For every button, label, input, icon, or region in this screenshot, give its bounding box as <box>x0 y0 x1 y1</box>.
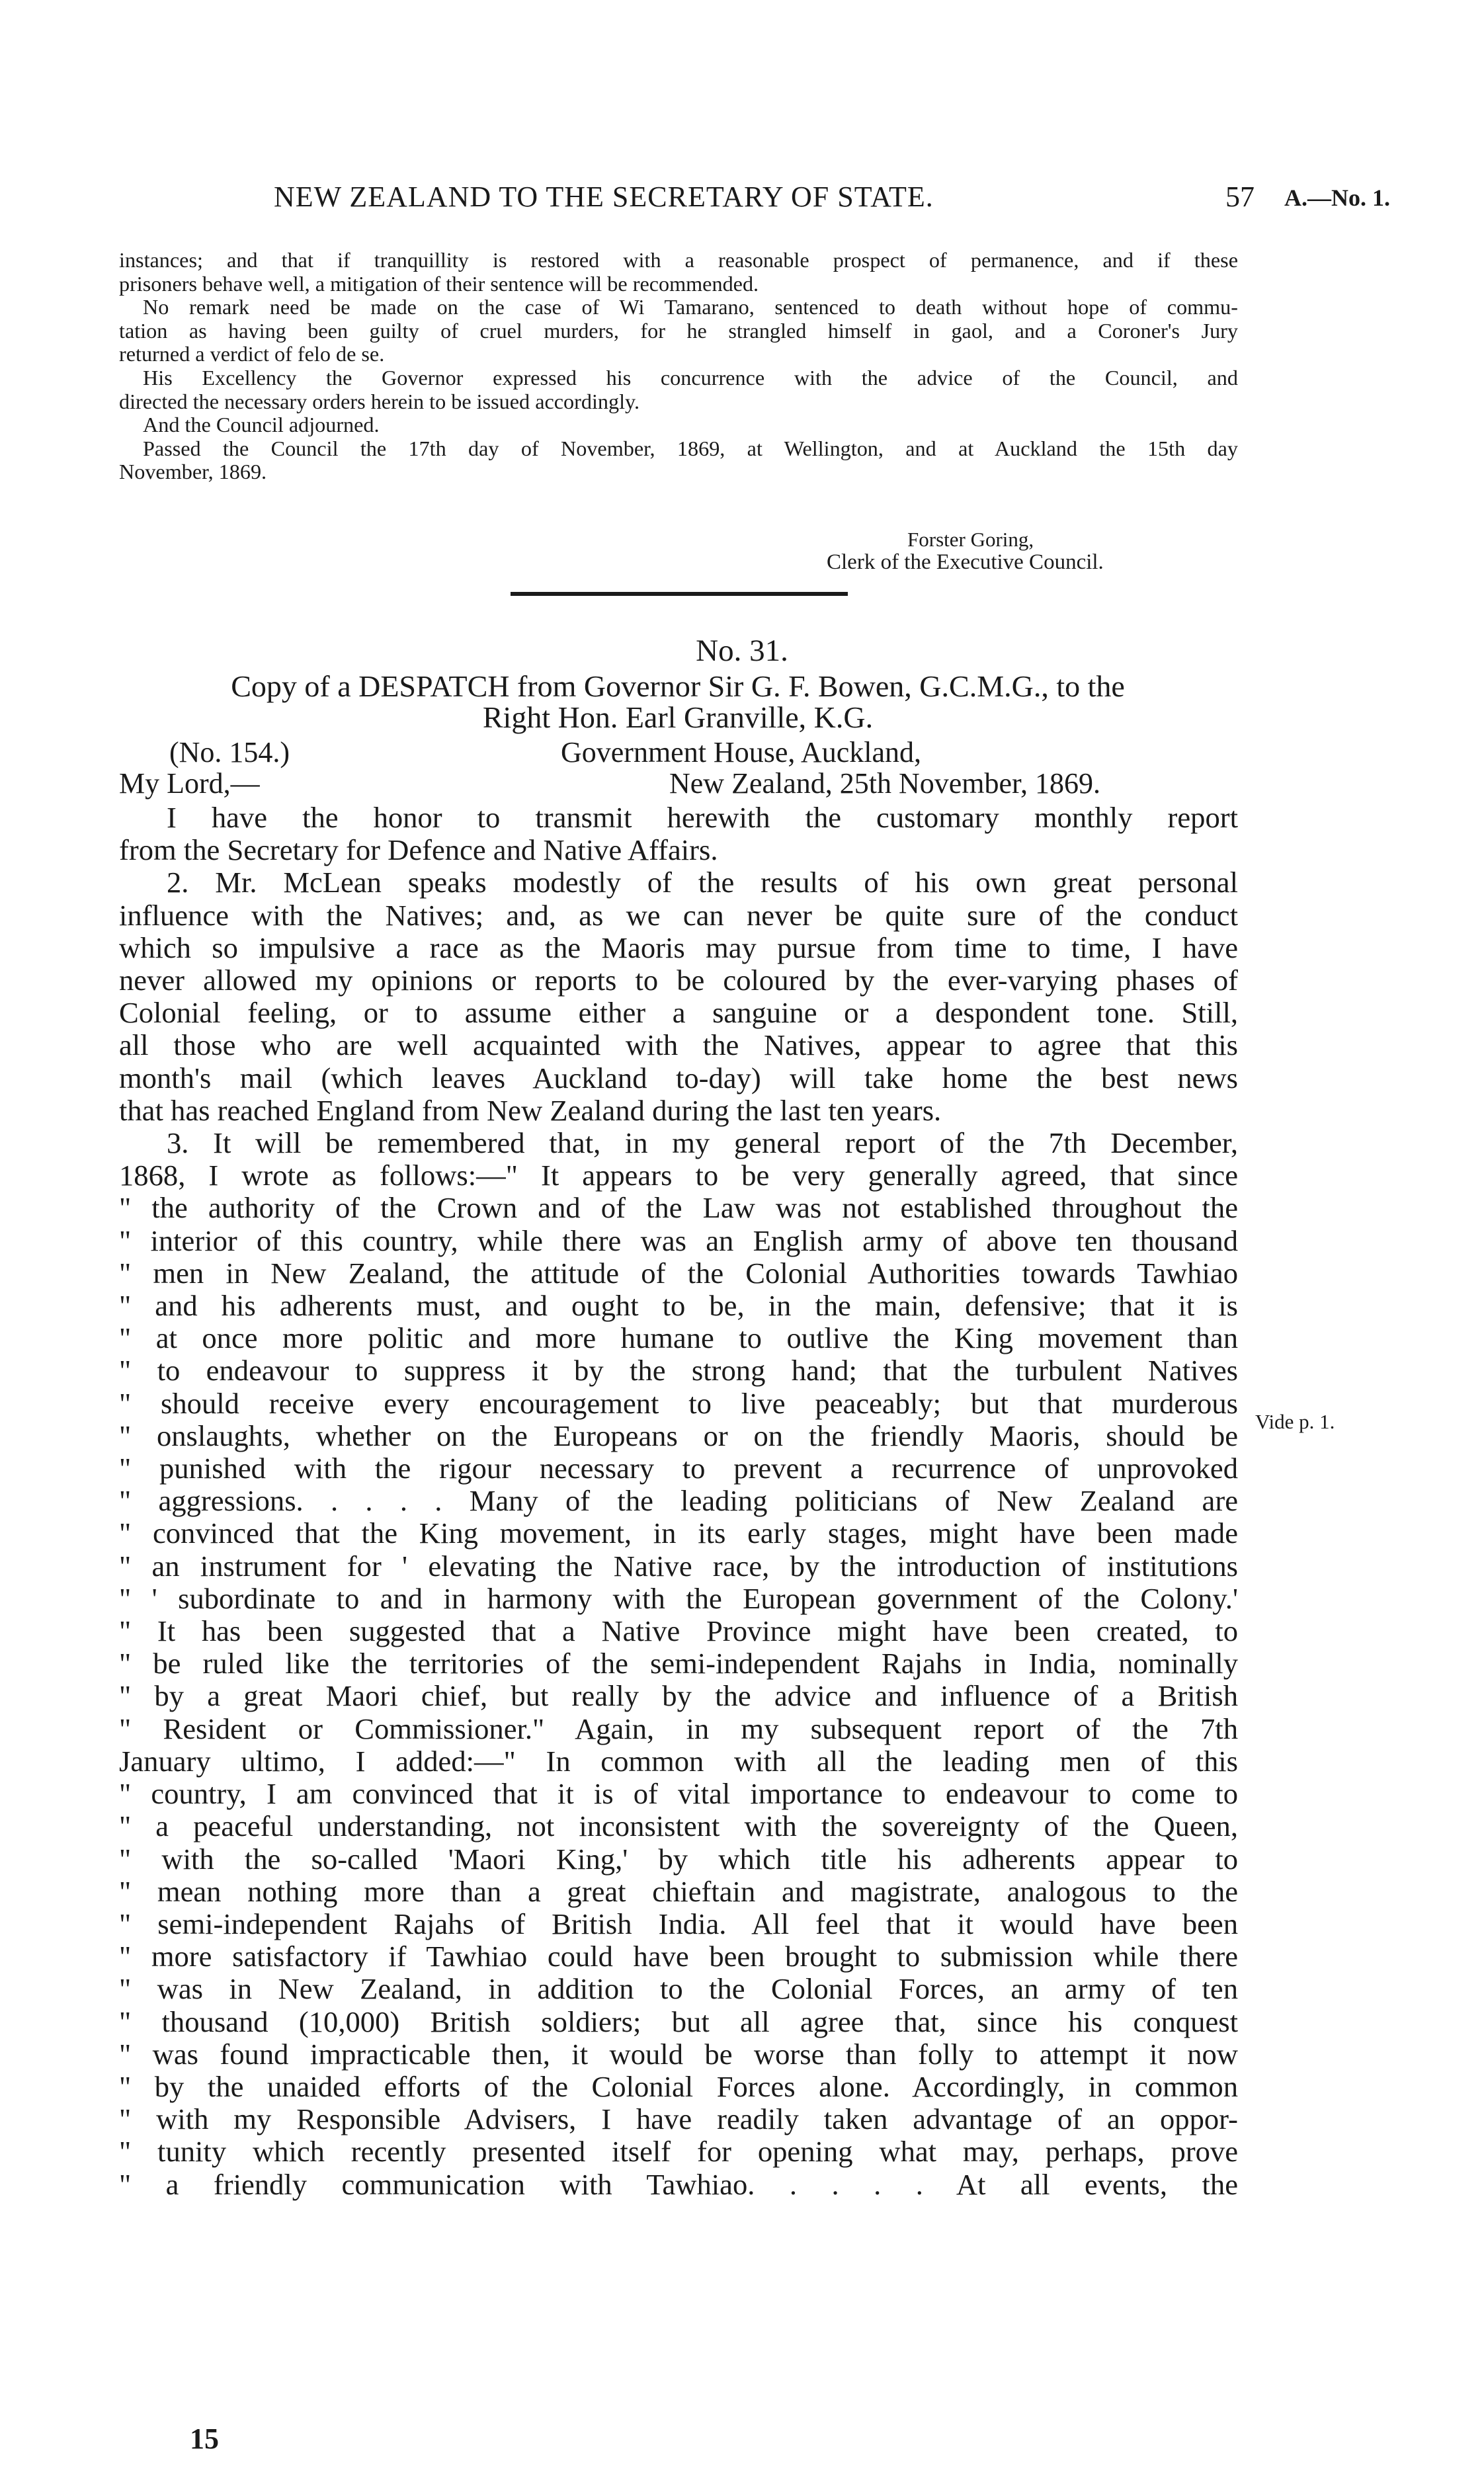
body-line: " to endeavour to suppress it by the strong hand; that the turbulent Natives <box>119 1354 1238 1387</box>
council-minutes <box>119 249 1238 484</box>
minutes-line: November, 1869. <box>119 460 267 484</box>
body-line: all those who are well acquainted with the Natives, appear to agree that this <box>119 1028 1238 1062</box>
salutation: My Lord,— <box>119 767 260 800</box>
body-line: " mean nothing more than a great chieftain and magistrate, analogous to the <box>119 1874 1238 1908</box>
body-line: " was found impracticable then, it would be worse than folly to attempt it now <box>119 2037 1238 2071</box>
despatch-body <box>119 802 1238 2201</box>
minutes-line: No remark need be made on the case of Wi Tamarano, sentenced to death without hope of commu- <box>143 295 1238 319</box>
body-line: 2. Mr. McLean speaks modestly of the results of his own great personal <box>167 866 1238 899</box>
body-line: never allowed my opinions or reports to be coloured by the ever-varying phases of <box>119 964 1238 997</box>
minutes-line: instances; and that if tranquillity is restored with a reasonable prospect of permanence, and if these <box>119 248 1238 272</box>
clerk-title: Clerk of the Executive Council. <box>827 550 1104 574</box>
body-line: " convinced that the King movement, in its early stages, might have been made <box>119 1516 1238 1550</box>
minutes-line: tation as having been guilty of cruel murders, for he strangled himself in gaol, and a Coroner's Jury <box>119 318 1238 343</box>
body-line: 3. It will be remembered that, in my general report of the 7th December, <box>167 1126 1238 1160</box>
body-line: Colonial feeling, or to assume either a sanguine or a despondent tone. Still, <box>119 996 1238 1030</box>
body-line: " aggressions. . . . . Many of the leading politicians of New Zealand are <box>119 1484 1238 1518</box>
body-line: " a peaceful understanding, not inconsistent with the sovereignty of the Queen, <box>119 1809 1238 1843</box>
printer-signature-mark: 15 <box>190 2422 219 2455</box>
body-line: " It has been suggested that a Native Province might have been created, to <box>119 1614 1238 1648</box>
running-head: NEW ZEALAND TO THE SECRETARY OF STATE. <box>274 181 934 213</box>
body-line: " the authority of the Crown and of the Law was not established throughout the <box>119 1191 1238 1225</box>
despatch-reference: (No. 154.) <box>169 736 290 768</box>
body-line: " should receive every encouragement to live peaceably; but that murderous <box>119 1386 1238 1420</box>
body-line: " punished with the rigour necessary to prevent a recurrence of unprovoked <box>119 1452 1238 1485</box>
body-line: 1868, I wrote as follows:—" It appears to be very generally agreed, that since <box>119 1159 1238 1192</box>
minutes-line: directed the necessary orders herein to be issued accordingly. <box>119 389 640 413</box>
body-line: " interior of this country, while there was an English army of above ten thousand <box>119 1223 1238 1257</box>
body-line: " tunity which recently presented itself for opening what may, perhaps, prove <box>119 2135 1238 2169</box>
section-divider <box>511 592 848 596</box>
body-line: " an instrument for ' elevating the Native race, by the introduction of institutions <box>119 1549 1238 1583</box>
body-line: " a friendly communication with Tawhiao. . . . . At all events, the <box>119 2167 1238 2201</box>
body-line: January ultimo, I added:—" In common with all the leading men of this <box>119 1744 1238 1778</box>
despatch-place: Government House, Auckland, <box>561 736 921 768</box>
despatch-title: Copy of a DESPATCH from Governor Sir G. F. Bowen, G.C.M.G., to the <box>231 669 1125 703</box>
body-line: " more satisfactory if Tawhiao could have been brought to submission while there <box>119 1940 1238 1973</box>
clerk-signature: Forster Goring, <box>907 528 1034 551</box>
body-line: month's mail (which leaves Auckland to-day) will take home the best news <box>119 1061 1238 1095</box>
minutes-line: Passed the Council the 17th day of November, 1869, at Wellington, and at Auckland the 15th day <box>143 436 1238 460</box>
body-line: " thousand (10,000) British soldiers; but all agree that, since his conquest <box>119 2005 1238 2038</box>
body-line: " with my Responsible Advisers, I have readily taken advantage of an oppor- <box>119 2102 1238 2136</box>
despatch-number: No. 31. <box>696 634 788 668</box>
body-line: " men in New Zealand, the attitude of the Colonial Authorities towards Tawhiao <box>119 1256 1238 1290</box>
body-line: " semi-independent Rajahs of British India. All feel that it would have been <box>119 1907 1238 1940</box>
minutes-line: prisoners behave well, a mitigation of their sentence will be recommended. <box>119 271 759 296</box>
minutes-line: returned a verdict of felo de se. <box>119 342 385 366</box>
despatch-title-recipient: Right Hon. Earl Granville, K.G. <box>482 700 874 734</box>
body-line: " at once more politic and more humane to outlive the King movement than <box>119 1321 1238 1355</box>
body-line: which so impulsive a race as the Maoris may pursue from time to time, I have <box>119 931 1238 964</box>
body-line: " country, I am convinced that it is of vital importance to endeavour to come to <box>119 1777 1238 1811</box>
body-line: " ' subordinate to and in harmony with the European government of the Colony.' <box>119 1581 1238 1615</box>
body-line: I have the honor to transmit herewith the customary monthly report <box>167 801 1238 834</box>
body-line: influence with the Natives; and, as we can never be quite sure of the conduct <box>119 898 1238 932</box>
body-line: " and his adherents must, and ought to be, in the main, defensive; that it is <box>119 1289 1238 1323</box>
body-line: " by the unaided efforts of the Colonial Forces alone. Accordingly, in common <box>119 2069 1238 2103</box>
body-line: " by a great Maori chief, but really by the advice and influence of a British <box>119 1679 1238 1713</box>
paper-reference: A.—No. 1. <box>1284 185 1390 211</box>
minutes-line: His Excellency the Governor expressed his concurrence with the advice of the Council, and <box>143 365 1238 390</box>
body-line: " be ruled like the territories of the semi-independent Rajahs in India, nominally <box>119 1647 1238 1680</box>
margin-note: Vide p. 1. <box>1255 1410 1335 1433</box>
body-line: " Resident or Commissioner." Again, in my subsequent report of the 7th <box>119 1712 1238 1745</box>
despatch-date: New Zealand, 25th November, 1869. <box>669 767 1100 800</box>
body-line: that has reached England from New Zealand during the last ten years. <box>119 1093 942 1127</box>
minutes-line: And the Council adjourned. <box>143 413 380 437</box>
body-line: " was in New Zealand, in addition to the Colonial Forces, an army of ten <box>119 1972 1238 2006</box>
body-line: from the Secretary for Defence and Native Affairs. <box>119 833 718 867</box>
body-line: " onslaughts, whether on the Europeans or on the friendly Maoris, should be <box>119 1419 1238 1452</box>
page-number: 57 <box>1225 181 1255 213</box>
body-line: " with the so-called 'Maori King,' by which title his adherents appear to <box>119 1842 1238 1876</box>
